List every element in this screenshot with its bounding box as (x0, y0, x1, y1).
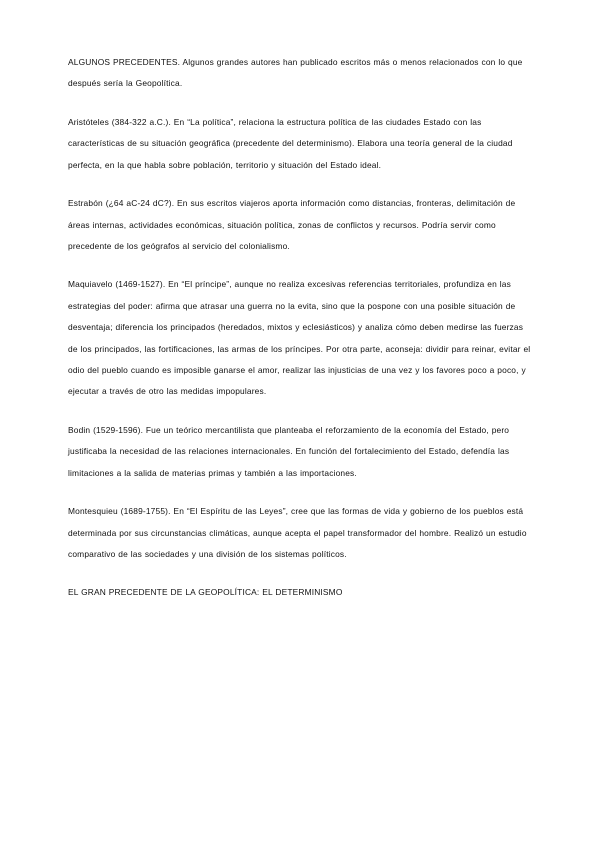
paragraph-montesquieu: Montesquieu (1689-1755). En “El Espíritu de las Leyes”, cree que las formas de vida y gobierno de los pueblos está determinada por sus circunstancias climáticas, aunque acepta el papel transformador del hombre. Realizó un estudio comparativo de las sociedades y una división de los sistemas políticos. (68, 506, 527, 560)
paragraph-maquiavelo: Maquiavelo (1469-1527). En “El príncipe”, aunque no realiza excesivas referencias territoriales, profundiza en las estrategias del poder: afirma que atrasar una guerra no la evita, sino que la pospone con una posible situación de desventaja; diferencia los principados (heredados, mixtos y eclesiásticos) y analiza cómo deben medirse las fuerzas de los principados, las fortificaciones, las armas de los príncipes. Por otra parte, aconseja: dividir para reinar, evitar el odio del pueblo cuando es imposible ganarse el amor, realizar las injusticias de una vez y los favores poco a poco, y ejecutar a través de otro las medidas impopulares. (68, 279, 531, 397)
paragraph-bodin: Bodin (1529-1596). Fue un teórico mercantilista que planteaba el reforzamiento de la economía del Estado, pero justificaba la necesidad de las relaciones internacionales. En función del fortalecimiento del Estado, defendía las limitaciones a la salida de materias primas y también a las importaciones. (68, 424, 510, 478)
paragraph-aristoteles: Aristóteles (384-322 a.C.). En “La política”, relaciona la estructura política de las ciudades Estado con las características de su situación geográfica (precedente del determinismo). Elabora una teoría general de la ciudad perfecta, en la que habla sobre población, territorio y situación del Estado ideal. (68, 116, 513, 170)
paragraph-precedentes: ALGUNOS PRECEDENTES. Algunos grandes autores han publicado escritos más o menos relacionados con lo que después sería la Geopolítica. (68, 57, 523, 89)
paragraph-estrabon: Estrabón (¿64 aC-24 dC?). En sus escritos viajeros aporta información como distancias, fronteras, delimitación de áreas internas, actividades económicas, situación política, zonas de conflictos y recursos. Podría servir como precedente de los geógrafos al servicio del colonialismo. (68, 198, 516, 251)
document-body (68, 52, 532, 604)
section-heading-determinismo: EL GRAN PRECEDENTE DE LA GEOPOLÍTICA: EL DETERMINISMO (68, 587, 343, 598)
